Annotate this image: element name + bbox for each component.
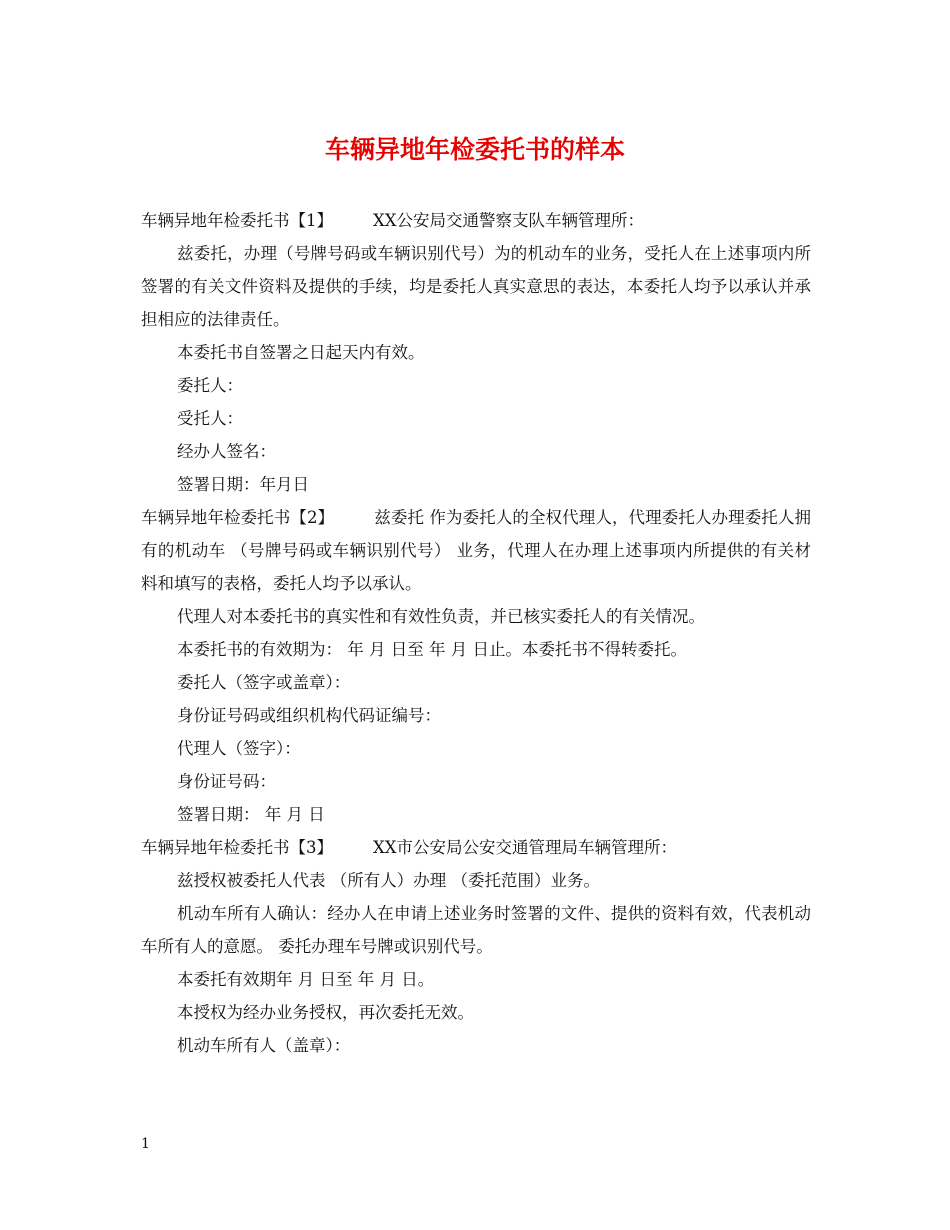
section-3-paragraph: 兹授权被委托人代表 （所有人）办理 （委托范围）业务。: [177, 871, 600, 890]
section-3-paragraph: 本委托有效期年 月 日至 年 月 日。: [177, 970, 435, 989]
section-1-paragraph: 签署日期：年月日: [177, 475, 309, 494]
section-2-paragraph: 委托人（签字或盖章）：: [177, 673, 351, 692]
section-3-paragraph: 机动车所有人（盖章）：: [177, 1036, 351, 1055]
section-1-paragraph: 委托人：: [177, 376, 243, 395]
section-1-paragraph: 兹委托，办理（号牌号码或车辆识别代号）为的机动车的业务，受托人在上述事项内所签署的有关文件资料及提供的手续，均是委托人真实意思的表达，本委托人均予以承认并承担相应的法律责任。: [141, 244, 811, 329]
section-2-heading: 车辆异地年检委托书【2】: [141, 508, 335, 527]
section-1-addressee: XX公安局交通警察支队车辆管理所：: [373, 211, 644, 230]
section-2-paragraph: 本委托书的有效期为： 年 月 日至 年 月 日止。本委托书不得转委托。: [177, 640, 687, 659]
section-3-heading: 车辆异地年检委托书【3】: [141, 838, 333, 857]
section-2-paragraph: 身份证号码或组织机构代码证编号：: [177, 706, 441, 725]
section-2-paragraph: 代理人对本委托书的真实性和有效性负责，并已核实委托人的有关情况。: [177, 607, 705, 626]
section-3-addressee: XX市公安局公安交通管理局车辆管理所：: [373, 838, 677, 857]
document-body: [141, 204, 811, 1062]
section-2-paragraph: 身份证号码：: [177, 772, 276, 791]
section-2-paragraph: 代理人（签字）：: [177, 739, 301, 758]
page-number: 1: [141, 1136, 150, 1152]
section-3-heading-line: [141, 831, 811, 864]
section-2-paragraph: 签署日期： 年 月 日: [177, 805, 325, 824]
section-2-lead: 兹委托 作为委托人的全权代理人，代理委托人办理委托人拥有的机动车 （号牌号码或车辆识别代号） 业务，代理人在办理上述事项内所提供的有关材料和填写的表格，委托人均予以承认。: [141, 508, 811, 593]
section-2-heading-line: [141, 501, 811, 600]
section-3-paragraph: 本授权为经办业务授权，再次委托无效。: [177, 1003, 474, 1022]
document-title: 车辆异地年检委托书的样本: [324, 135, 625, 164]
section-1-paragraph: 受托人：: [177, 409, 243, 428]
section-3-paragraph: 机动车所有人确认：经办人在申请上述业务时签署的文件、提供的资料有效，代表机动车所有人的意愿。 委托办理车号牌或识别代号。: [141, 904, 811, 956]
section-1-paragraph: 本委托书自签署之日起天内有效。: [177, 343, 425, 362]
section-1-heading: 车辆异地年检委托书【1】: [141, 211, 333, 230]
section-1-heading-line: [141, 204, 811, 237]
section-1-paragraph: 经办人签名：: [177, 442, 276, 461]
